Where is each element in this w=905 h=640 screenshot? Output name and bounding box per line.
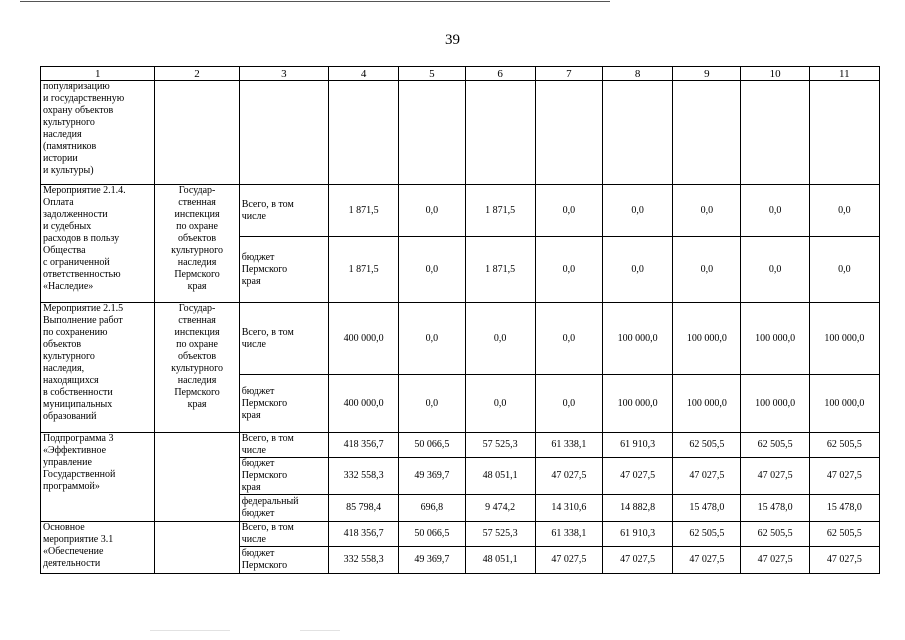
amount-cell: 47 027,5	[673, 458, 741, 495]
table-row	[41, 522, 880, 547]
amount-cell: 62 505,5	[741, 522, 809, 547]
column-number: 3	[239, 67, 328, 81]
amount-cell	[535, 81, 602, 185]
table-body	[41, 67, 880, 574]
amount-cell: 1 871,5	[465, 237, 535, 303]
amount-cell: 9 474,2	[465, 495, 535, 522]
amount-cell: 50 066,5	[399, 522, 465, 547]
amount-cell	[465, 81, 535, 185]
amount-cell: 15 478,0	[673, 495, 741, 522]
page-number: 39	[445, 32, 460, 48]
activity-name: популяризацию и государственную охрану объектов культурного наследия (памятников истории и культуры)	[41, 81, 155, 185]
amount-cell: 0,0	[399, 237, 465, 303]
activity-name: Мероприятие 2.1.5 Выполнение работ по сохранению объектов культурного наследия, находящихся в собственности муниципальных образований	[41, 303, 155, 433]
amount-cell: 61 910,3	[602, 433, 672, 458]
funding-source: Всего, в том числе	[239, 433, 328, 458]
amount-cell: 100 000,0	[741, 375, 809, 433]
amount-cell: 61 338,1	[535, 522, 602, 547]
amount-cell: 418 356,7	[329, 522, 399, 547]
amount-cell: 0,0	[399, 375, 465, 433]
amount-cell: 0,0	[673, 237, 741, 303]
amount-cell: 100 000,0	[809, 375, 879, 433]
amount-cell: 49 369,7	[399, 458, 465, 495]
amount-cell: 85 798,4	[329, 495, 399, 522]
column-number: 6	[465, 67, 535, 81]
amount-cell: 0,0	[602, 237, 672, 303]
amount-cell: 0,0	[673, 185, 741, 237]
funding-source: бюджет Пермского края	[239, 458, 328, 495]
top-rule	[20, 1, 610, 2]
column-number: 1	[41, 67, 155, 81]
amount-cell: 62 505,5	[809, 433, 879, 458]
amount-cell: 418 356,7	[329, 433, 399, 458]
amount-cell	[602, 81, 672, 185]
column-number: 10	[741, 67, 809, 81]
amount-cell: 14 310,6	[535, 495, 602, 522]
funding-source: бюджет Пермского	[239, 547, 328, 574]
amount-cell: 100 000,0	[602, 303, 672, 375]
amount-cell: 0,0	[809, 185, 879, 237]
amount-cell: 49 369,7	[399, 547, 465, 574]
amount-cell: 100 000,0	[741, 303, 809, 375]
amount-cell: 0,0	[535, 185, 602, 237]
funding-source: Всего, в том числе	[239, 522, 328, 547]
amount-cell: 100 000,0	[673, 303, 741, 375]
amount-cell: 332 558,3	[329, 547, 399, 574]
scan-artifact-line	[300, 630, 340, 631]
budget-table	[40, 66, 880, 574]
amount-cell: 0,0	[741, 185, 809, 237]
amount-cell: 0,0	[741, 237, 809, 303]
executor	[155, 81, 239, 185]
amount-cell: 0,0	[465, 303, 535, 375]
column-number: 9	[673, 67, 741, 81]
amount-cell: 57 525,3	[465, 522, 535, 547]
column-number: 8	[602, 67, 672, 81]
table-row	[41, 185, 880, 237]
funding-source: бюджет Пермского края	[239, 237, 328, 303]
amount-cell: 47 027,5	[602, 458, 672, 495]
amount-cell: 0,0	[535, 237, 602, 303]
amount-cell: 0,0	[535, 375, 602, 433]
column-number-row	[41, 67, 880, 81]
activity-name: Основное мероприятие 3.1 «Обеспечение деятельности	[41, 522, 155, 574]
column-number: 2	[155, 67, 239, 81]
amount-cell	[329, 81, 399, 185]
funding-source: федеральный бюджет	[239, 495, 328, 522]
table-row	[41, 303, 880, 375]
amount-cell: 62 505,5	[809, 522, 879, 547]
funding-source: Всего, в том числе	[239, 185, 328, 237]
amount-cell: 14 882,8	[602, 495, 672, 522]
column-number: 7	[535, 67, 602, 81]
amount-cell: 48 051,1	[465, 458, 535, 495]
amount-cell: 1 871,5	[329, 237, 399, 303]
amount-cell: 47 027,5	[741, 458, 809, 495]
amount-cell: 47 027,5	[535, 547, 602, 574]
executor	[155, 433, 239, 522]
amount-cell: 47 027,5	[673, 547, 741, 574]
amount-cell: 62 505,5	[673, 433, 741, 458]
amount-cell: 400 000,0	[329, 303, 399, 375]
amount-cell: 61 910,3	[602, 522, 672, 547]
amount-cell: 1 871,5	[465, 185, 535, 237]
amount-cell	[673, 81, 741, 185]
amount-cell: 696,8	[399, 495, 465, 522]
funding-source	[239, 81, 328, 185]
amount-cell: 62 505,5	[673, 522, 741, 547]
amount-cell: 47 027,5	[809, 458, 879, 495]
amount-cell: 100 000,0	[809, 303, 879, 375]
executor: Государ- ственная инспекция по охране объектов культурного наследия Пермского края	[155, 185, 239, 303]
amount-cell: 0,0	[809, 237, 879, 303]
executor: Государ- ственная инспекция по охране объектов культурного наследия Пермского края	[155, 303, 239, 433]
amount-cell: 400 000,0	[329, 375, 399, 433]
amount-cell: 100 000,0	[673, 375, 741, 433]
amount-cell	[741, 81, 809, 185]
table-row	[41, 433, 880, 458]
column-number: 4	[329, 67, 399, 81]
funding-source: бюджет Пермского края	[239, 375, 328, 433]
amount-cell: 332 558,3	[329, 458, 399, 495]
amount-cell: 1 871,5	[329, 185, 399, 237]
amount-cell: 0,0	[535, 303, 602, 375]
amount-cell: 47 027,5	[535, 458, 602, 495]
amount-cell: 61 338,1	[535, 433, 602, 458]
executor	[155, 522, 239, 574]
amount-cell: 57 525,3	[465, 433, 535, 458]
amount-cell: 50 066,5	[399, 433, 465, 458]
amount-cell	[809, 81, 879, 185]
amount-cell: 0,0	[399, 185, 465, 237]
amount-cell: 47 027,5	[741, 547, 809, 574]
amount-cell: 100 000,0	[602, 375, 672, 433]
activity-name: Мероприятие 2.1.4. Оплата задолженности и судебных расходов в пользу Общества с ограниченной ответственностью «Наследие»	[41, 185, 155, 303]
amount-cell: 0,0	[602, 185, 672, 237]
amount-cell: 47 027,5	[809, 547, 879, 574]
amount-cell: 48 051,1	[465, 547, 535, 574]
amount-cell: 0,0	[465, 375, 535, 433]
amount-cell	[399, 81, 465, 185]
funding-source: Всего, в том числе	[239, 303, 328, 375]
table-row	[41, 81, 880, 185]
amount-cell: 62 505,5	[741, 433, 809, 458]
column-number: 5	[399, 67, 465, 81]
amount-cell: 15 478,0	[809, 495, 879, 522]
scan-artifact-line	[150, 630, 230, 631]
amount-cell: 47 027,5	[602, 547, 672, 574]
amount-cell: 15 478,0	[741, 495, 809, 522]
column-number: 11	[809, 67, 879, 81]
activity-name: Подпрограмма 3 «Эффективное управление Государственной программой»	[41, 433, 155, 522]
amount-cell: 0,0	[399, 303, 465, 375]
